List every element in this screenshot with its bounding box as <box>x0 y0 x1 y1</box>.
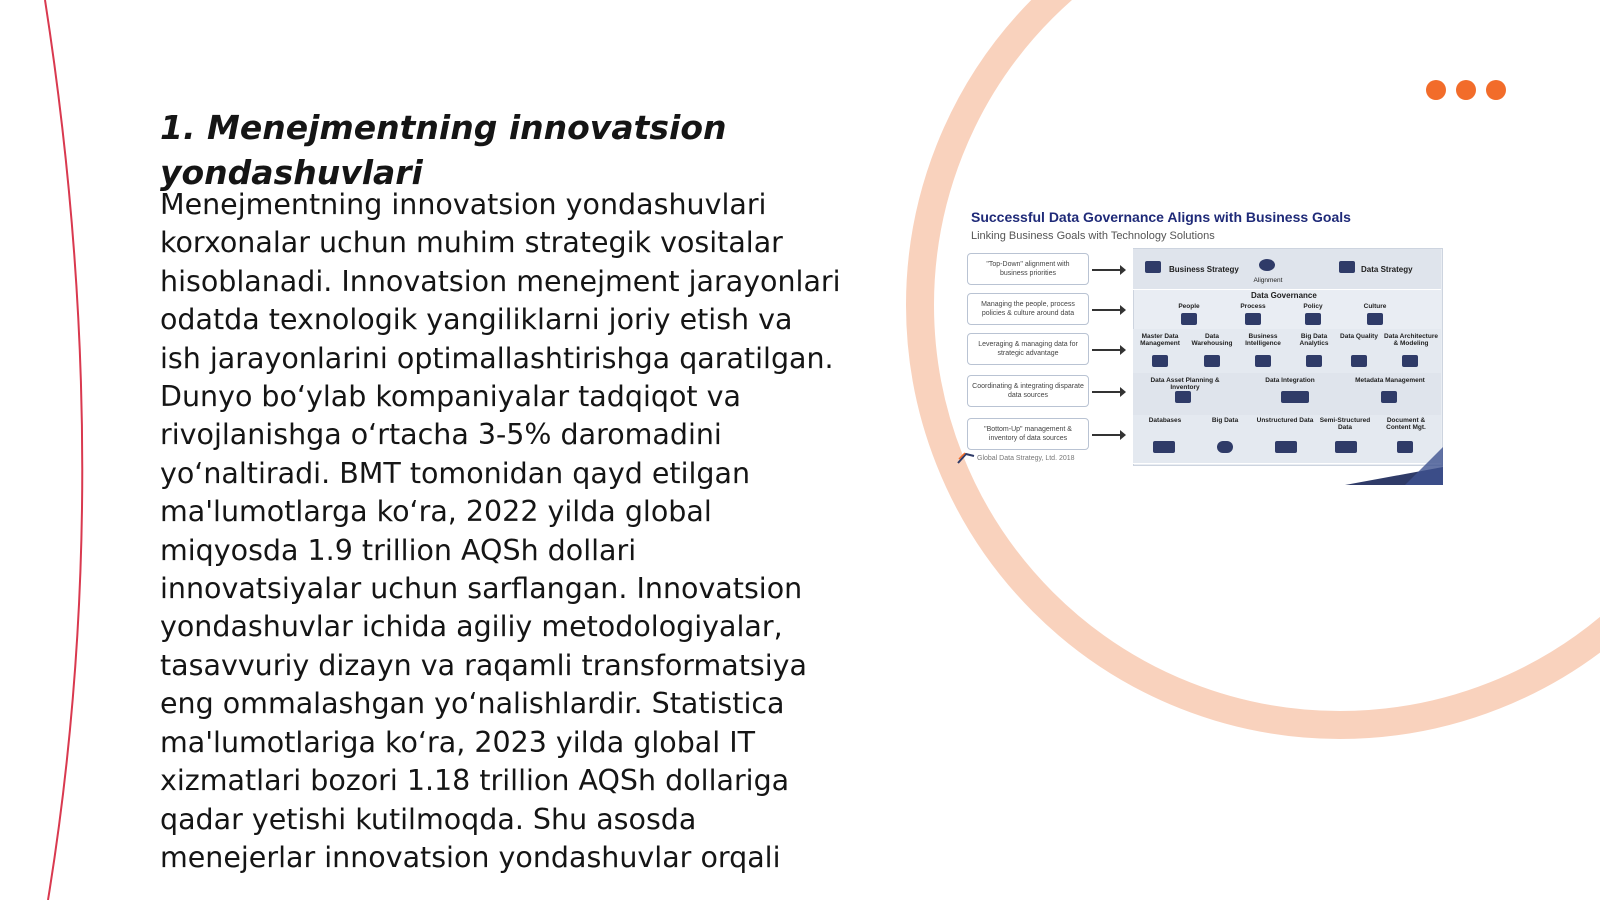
unstructured-icon <box>1275 441 1297 453</box>
governance-policy: Policy <box>1303 303 1323 310</box>
warehouse-icon <box>1204 355 1220 367</box>
infographic-subtitle: Linking Business Goals with Technology Solutions <box>971 230 1215 242</box>
left-box-5: "Bottom-Up" management & inventory of data sources <box>967 418 1089 450</box>
infographic-footer: Global Data Strategy, Ltd. 2018 <box>977 455 1075 462</box>
business-strategy-icon <box>1145 261 1161 273</box>
discipline-mdm: Master Data Management <box>1140 333 1180 347</box>
architecture-icon <box>1402 355 1418 367</box>
discipline-bda: Big Data Analytics <box>1299 333 1329 347</box>
policy-icon <box>1305 313 1321 325</box>
menu-dots[interactable] <box>1426 80 1506 100</box>
mdm-icon <box>1152 355 1168 367</box>
business-strategy-label: Business Strategy <box>1169 265 1239 274</box>
culture-icon <box>1367 313 1383 325</box>
data-strategy-icon <box>1339 261 1355 273</box>
dot-2 <box>1456 80 1476 100</box>
dot-1 <box>1426 80 1446 100</box>
source-documents: Document & Content Mgt. <box>1386 417 1426 431</box>
data-strategy-label: Data Strategy <box>1361 265 1413 274</box>
elephant-icon <box>1217 441 1233 453</box>
infographic-corner-graphic <box>1345 437 1443 485</box>
database-icon <box>1153 441 1175 453</box>
integration-icon <box>1281 391 1309 403</box>
metadata-icon <box>1381 391 1397 403</box>
arrow-1 <box>1092 269 1124 271</box>
discipline-bi: Business Intelligence <box>1245 333 1281 347</box>
source-semi-structured: Semi-Structured Data <box>1319 417 1371 431</box>
left-accent-line <box>45 0 82 900</box>
governance-culture: Culture <box>1363 303 1387 310</box>
governance-people: People <box>1178 303 1200 310</box>
global-data-strategy-logo-icon <box>957 451 975 465</box>
slide-body-text: Menejmentning innovatsion yondashuvlari korxonalar uchun muhim strategik vositalar hisoblanadi. Innovatsion menejment jarayonlari odatda texnologik yangiliklarni joriy etish va ish jarayonlarini optimallashtirishga qaratilgan. Dunyo bo‘ylab kompaniyalar tadqiqot va rivojlanishga o‘rtacha 3-5% daromadini yo‘naltiradi. BMT tomonidan qayd etilgan ma'lumotlarga ko‘ra, 2022 yilda global miqyosda 1.9 trillion AQSh dollari innovatsiyalar uchun sarflangan. Innovatsion yondashuvlar ichida agiliy metodologiyalar, tasavvuriy dizayn va raqamli transformatsiya eng ommalashgan yo‘nalishlardir. Statistica ma'lumotlariga ko‘ra, 2023 yilda global IT xizmatlari bozori 1.18 trillion AQSh dollariga qadar yetishi kutilmoqda. Shu asosda menejerlar innovatsion yondashuvlar orqali <box>160 188 841 874</box>
data-governance-title: Data Governance <box>1251 291 1317 300</box>
source-big-data: Big Data <box>1211 417 1239 424</box>
alignment-label: Alignment <box>1253 277 1283 284</box>
analytics-icon <box>1306 355 1322 367</box>
mgmt-planning: Data Asset Planning & Inventory <box>1150 377 1220 391</box>
arrow-3 <box>1092 349 1124 351</box>
data-governance-infographic <box>955 205 1455 485</box>
bar-chart-icon <box>1255 355 1271 367</box>
source-databases: Databases <box>1148 417 1182 424</box>
source-unstructured: Unstructured Data <box>1256 417 1314 424</box>
arrow-4 <box>1092 391 1124 393</box>
slide-title: 1. Menejmentning innovatsion yondashuvlari <box>160 108 727 192</box>
left-box-2: Managing the people, process policies & culture around data <box>967 293 1089 325</box>
gears-icon <box>1259 259 1275 271</box>
left-box-1: "Top-Down" alignment with business priorities <box>967 253 1089 285</box>
left-box-4: Coordinating & integrating disparate data sources <box>967 375 1089 407</box>
discipline-dw: Data Warehousing <box>1191 333 1233 347</box>
process-icon <box>1245 313 1261 325</box>
discipline-dq: Data Quality <box>1340 333 1378 340</box>
arrow-2 <box>1092 309 1124 311</box>
dot-3 <box>1486 80 1506 100</box>
arrow-5 <box>1092 434 1124 436</box>
governance-process: Process <box>1240 303 1266 310</box>
infographic-title: Successful Data Governance Aligns with Business Goals <box>971 209 1351 225</box>
planning-icon <box>1175 391 1191 403</box>
people-icon <box>1181 313 1197 325</box>
left-box-3: Leveraging & managing data for strategic advantage <box>967 333 1089 365</box>
quality-icon <box>1351 355 1367 367</box>
mgmt-integration: Data Integration <box>1265 377 1315 384</box>
mgmt-metadata: Metadata Management <box>1355 377 1425 384</box>
discipline-arch: Data Architecture & Modeling <box>1384 333 1438 347</box>
